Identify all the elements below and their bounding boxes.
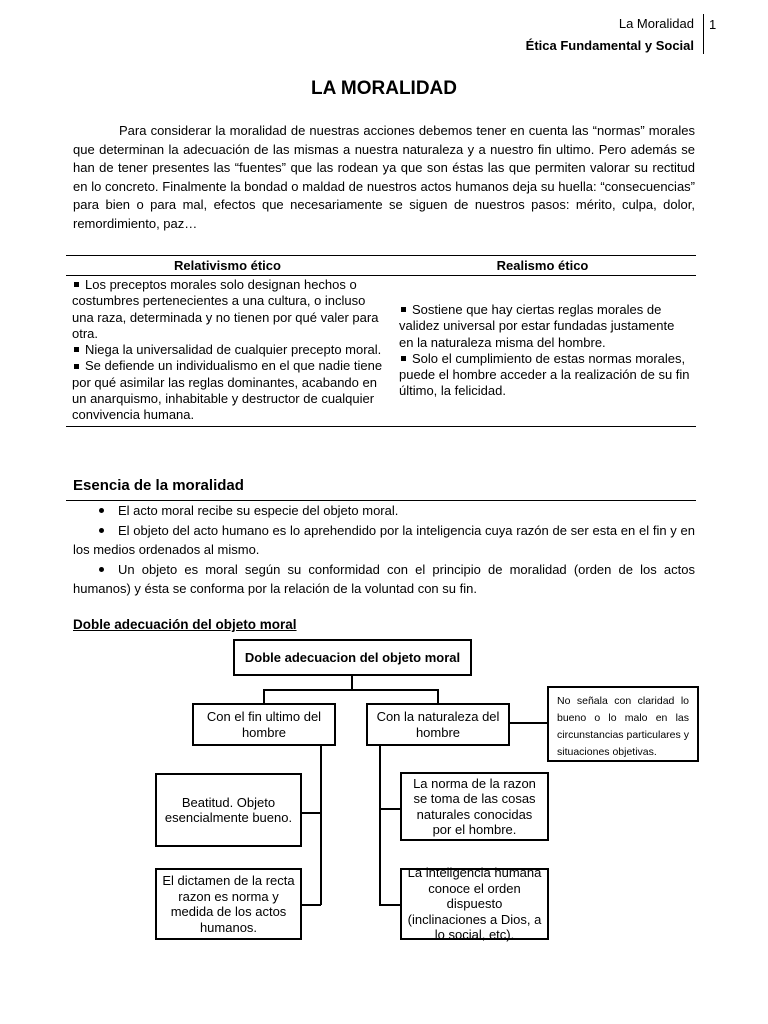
column-header-realismo: Realismo ético (389, 256, 696, 276)
bullet-square-icon (74, 282, 79, 287)
connector-line (301, 904, 321, 906)
connector-line (301, 812, 321, 814)
running-header-title: La Moralidad (618, 16, 694, 31)
diagram-right-branch-node: Con la naturaleza del hombre (366, 703, 510, 746)
list-item: Un objeto es moral según su conformidad con el principio de moralidad (orden de los actos humanos) y ésta se conforma por la relación de la voluntad con su fin. (73, 561, 695, 596)
connector-line (320, 745, 322, 905)
realismo-cell (389, 276, 696, 427)
essence-list (73, 501, 695, 599)
connector-line (263, 689, 439, 691)
bullet-dot-icon (99, 528, 104, 533)
list-item: Los preceptos morales solo designan hechos o costumbres pertenecientes a una cultura, o incluso una raza, determinada y no tienen por qué valer para otra. (72, 277, 379, 341)
bullet-square-icon (401, 356, 406, 361)
list-item: Se defiende un individualismo en el que nadie tiene por qué asimilar las reglas dominantes, acabando en un anarquismo, inhabitable y destructor de cualquier convivencia humana. (72, 358, 383, 423)
page-number: 1 (709, 17, 717, 32)
intro-paragraph: Para considerar la moralidad de nuestras acciones debemos tener en cuenta las “normas” morales que determinan la adecuación de las mismas a nuestra naturaleza y a nuestro fin ultimo. Pero además se han de tener presentes las “fuentes” que las rodean ya que son éstas las que permiten valorar su rectitud en lo concreto. Finalmente la bondad o maldad de nuestros actos humanos deja su huella: “consecuencias” para bien o para mal, efectos que necesariamente se siguen de nuestros pasos: mérito, culpa, dolor, remordimiento, paz… (73, 123, 695, 231)
header-divider (703, 14, 704, 54)
diagram-root-node: Doble adecuacion del objeto moral (233, 639, 472, 676)
diagram-left-branch-node: Con el fin ultimo del hombre (192, 703, 336, 746)
connector-line (379, 904, 401, 906)
bullet-square-icon (401, 307, 406, 312)
list-item: El acto moral recibe su especie del objeto moral. (73, 501, 695, 521)
list-item: Niega la universalidad de cualquier precepto moral. (72, 342, 383, 358)
list-item: Solo el cumplimiento de estas normas morales, puede el hombre acceder a la realización de su fin último, la felicidad. (399, 350, 690, 399)
section-title-doble-adecuacion: Doble adecuación del objeto moral (73, 617, 297, 632)
bullet-dot-icon (99, 567, 104, 572)
connector-line (379, 808, 401, 810)
connector-line (351, 675, 353, 690)
diagram-right-child-2: La inteligencia humana conoce el orden dispuesto (inclinaciones a Dios, a lo social, etc). (400, 868, 549, 940)
bullet-square-icon (74, 347, 79, 352)
connector-line (379, 745, 381, 905)
relativismo-cell (66, 276, 389, 427)
running-header-subtitle: Ética Fundamental y Social (525, 38, 694, 53)
section-title-esencia: Esencia de la moralidad (73, 477, 244, 494)
connector-line (509, 722, 547, 724)
diagram-left-child-2: El dictamen de la recta razon es norma y medida de los actos humanos. (155, 868, 302, 940)
diagram-right-child-1: La norma de la razon se toma de las cosas naturales conocidas por el hombre. (400, 772, 549, 841)
bullet-square-icon (74, 364, 79, 369)
diagram-left-child-1: Beatitud. Objeto esencialmente bueno. (155, 773, 302, 847)
list-item: Sostiene que hay ciertas reglas morales de validez universal por estar fundadas justamente en la naturaleza misma del hombre. (399, 301, 675, 350)
column-header-relativismo: Relativismo ético (66, 256, 389, 276)
diagram-note-box: No señala con claridad lo bueno o lo malo en las circunstancias particulares y situaciones objetivas. (547, 686, 699, 762)
list-item: El objeto del acto humano es lo aprehendido por la inteligencia cuya razón de ser esta en el fin y en los medios ordenados al mismo. (73, 522, 695, 557)
bullet-dot-icon (99, 508, 104, 513)
comparison-table (66, 255, 696, 427)
page-title: LA MORALIDAD (311, 78, 457, 99)
